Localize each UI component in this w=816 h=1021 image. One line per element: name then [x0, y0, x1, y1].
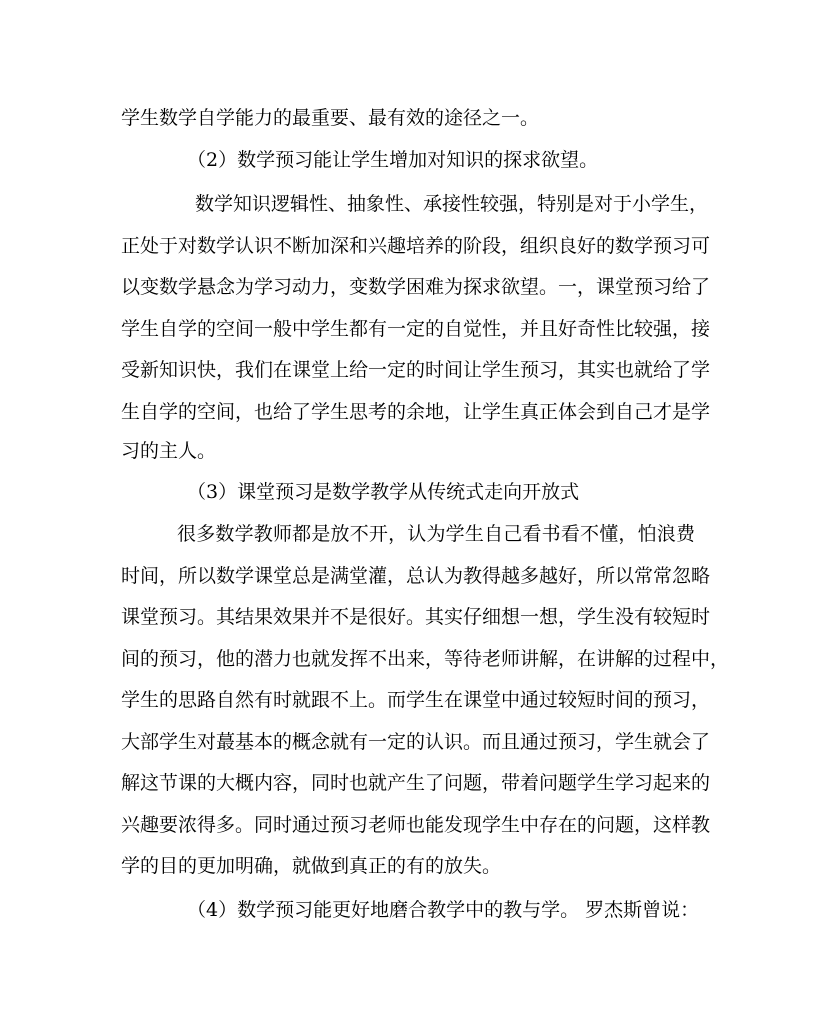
text-line: 学生的思路自然有时就跟不上。而学生在课堂中通过较短时间的预习， — [121, 689, 711, 711]
text-line: 大部学生对蕞基本的概念就有一定的认识。而且通过预习，学生就会了 — [121, 731, 711, 753]
text-line: 间的预习，他的潜力也就发挥不出来，等待老师讲解，在讲解的过程中， — [121, 648, 730, 670]
text-line: 生自学的空间，也给了学生思考的余地，让学生真正体会到自己才是学 — [121, 401, 711, 423]
text-line: 以变数学悬念为学习动力，变数学困难为探求欲望。一，课堂预习给了 — [121, 276, 711, 298]
section-heading-2: （2）数学预习能让学生增加对知识的探求欲望。 — [187, 149, 599, 171]
paragraph-first-line: 数学知识逻辑性、抽象性、承接性较强，特别是对于小学生， — [195, 193, 709, 215]
text-line: 学生数学自学能力的最重要、最有效的途径之一。 — [121, 107, 540, 129]
text-line: 学生自学的空间一般中学生都有一定的自觉性，并且好奇性比较强，接 — [121, 318, 711, 340]
section-heading-4: （4）数学预习能更好地磨合教学中的教与学。 罗杰斯曾说： — [187, 899, 700, 921]
text-line: 时间，所以数学课堂总是满堂灌，总认为教得越多越好，所以常常忽略 — [121, 565, 711, 587]
text-line: 课堂预习。其结果效果并不是很好。其实仔细想一想，学生没有较短时 — [121, 606, 711, 628]
text-line: 兴趣要浓得多。同时通过预习老师也能发现学生中存在的问题，这样教 — [121, 814, 711, 836]
paragraph-first-line: 很多数学教师都是放不开，认为学生自己看书看不懂，怕浪费 — [177, 523, 695, 545]
text-line: 受新知识快，我们在课堂上给一定的时间让学生预习，其实也就给了学 — [121, 359, 711, 381]
text-line: 解这节课的大概内容，同时也就产生了问题，带着问题学生学习起来的 — [121, 772, 711, 794]
text-line: 学的目的更加明确，就做到真正的有的放失。 — [121, 855, 502, 877]
text-line: 习的主人。 — [121, 440, 217, 462]
section-heading-3: （3）课堂预习是数学教学从传统式走向开放式 — [187, 481, 580, 503]
text-line: 正处于对数学认识不断加深和兴趣培养的阶段，组织良好的数学预习可 — [121, 235, 711, 257]
